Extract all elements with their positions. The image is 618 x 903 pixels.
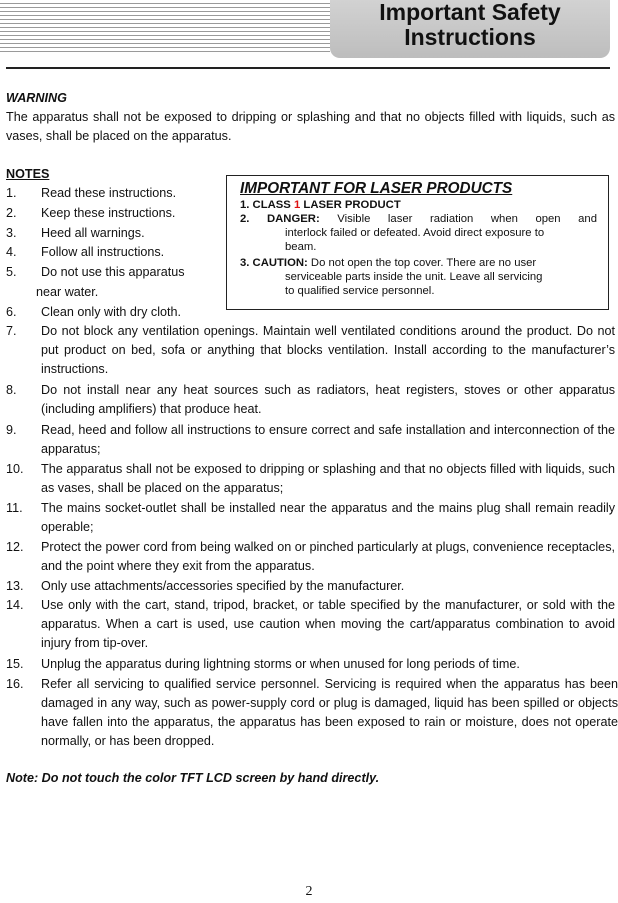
note-number: 6. (6, 305, 17, 319)
note-number: 15. (6, 657, 24, 671)
laser-line-1 (240, 198, 597, 212)
note-number: 14. (6, 598, 24, 612)
warning-heading: WARNING (6, 91, 67, 105)
laser-line-2 (240, 212, 597, 226)
danger-text-continued: interlock failed or defeated. Avoid direct exposure to (285, 227, 545, 239)
caution-label: 3. CAUTION: (240, 257, 308, 269)
note-text: Heed all warnings. (41, 226, 145, 240)
note-number: 3. (6, 226, 17, 240)
laser-box-title: IMPORTANT FOR LASER PRODUCTS (240, 180, 513, 197)
note-text: Unplug the apparatus during lightning storms or when unused for long periods of time. (41, 657, 520, 671)
note-number: 10. (6, 462, 24, 476)
laser-class-number: 1 (294, 199, 301, 211)
caution-text: Do not open the top cover. There are no user (307, 257, 537, 269)
note-number: 9. (6, 423, 17, 437)
notes-heading: NOTES (6, 167, 50, 181)
tft-screen-note: Note: Do not touch the color TFT LCD screen by hand directly. (6, 771, 380, 785)
note-text: Read these instructions. (41, 186, 177, 200)
caution-text-continued: serviceable parts inside the unit. Leave all servicing (285, 271, 543, 283)
note-number: 16. (6, 677, 24, 691)
note-number: 11. (6, 501, 23, 515)
note-number: 13. (6, 579, 24, 593)
laser-line-3 (240, 256, 597, 270)
danger-text: Visible laser radiation when open and (319, 213, 598, 225)
page-title-line1: Important Safety (379, 0, 561, 25)
danger-label: 2. DANGER: (240, 213, 320, 225)
note-text: Keep these instructions. (41, 206, 176, 220)
note-text: Only use attachments/accessories specified by the manufacturer. (41, 579, 405, 593)
laser-line-1-prefix: 1. CLASS (240, 199, 294, 211)
caution-text-end: to qualified service personnel. (285, 285, 435, 297)
note-number: 1. (6, 186, 17, 200)
header-rule (6, 67, 610, 69)
note-text: Use only with the cart, stand, tripod, bracket, or table specified by the manufacturer, or sold with the apparatus. When a cart is used, use caution when moving the cart/apparatus combination to avoid injury from tip-over. (41, 598, 615, 650)
header-stripes (0, 3, 330, 55)
note-text: The apparatus shall not be exposed to dripping or splashing and that no objects filled with liquids, such as vases, shall be placed on the apparatus; (41, 462, 615, 495)
note-text-continued: near water. (36, 285, 99, 299)
note-number: 12. (6, 540, 24, 554)
note-text: Do not install near any heat sources such as radiators, heat registers, stoves or other apparatus (including amplifiers) that produce heat. (41, 383, 615, 416)
warning-text: The apparatus shall not be exposed to dripping or splashing and that no objects filled with liquids, such as vases, shall be placed on the apparatus. (6, 110, 615, 143)
note-number: 5. (6, 265, 17, 279)
note-text: Read, heed and follow all instructions to ensure correct and safe installation and interconnection of the apparatus; (41, 423, 615, 456)
note-text: The mains socket-outlet shall be installed near the apparatus and the mains plug shall remain readily operable; (41, 501, 615, 534)
page-title-line2: Instructions (404, 24, 536, 50)
note-number: 2. (6, 206, 17, 220)
laser-warning-box (226, 175, 609, 310)
note-text: Do not use this apparatus (41, 265, 185, 279)
danger-text-end: beam. (285, 241, 317, 253)
note-text: Clean only with dry cloth. (41, 305, 181, 319)
note-number: 4. (6, 245, 17, 259)
note-text: Do not block any ventilation openings. Maintain well ventilated conditions around the product. Do not put product on bed, sofa or anything that blocks ventilation. Install according to the manufacturer’s instructions. (41, 324, 615, 376)
page-number: 2 (305, 884, 313, 899)
note-text: Protect the power cord from being walked on or pinched particularly at plugs, convenience receptacles, and the point where they exit from the apparatus. (41, 540, 615, 573)
note-number: 8. (6, 383, 17, 397)
note-number: 7. (6, 324, 17, 338)
note-text: Follow all instructions. (41, 245, 165, 259)
note-text: Refer all servicing to qualified service personnel. Servicing is required when the apparatus has been damaged in any way, such as power-supply cord or plug is damaged, liquid has been spilled or objects have fallen into the apparatus, the apparatus has been exposed to rain or moisture, does not operate normally, or has been dropped. (41, 677, 618, 748)
laser-line-1-suffix: LASER PRODUCT (300, 199, 401, 211)
page-title-tab (330, 0, 610, 58)
